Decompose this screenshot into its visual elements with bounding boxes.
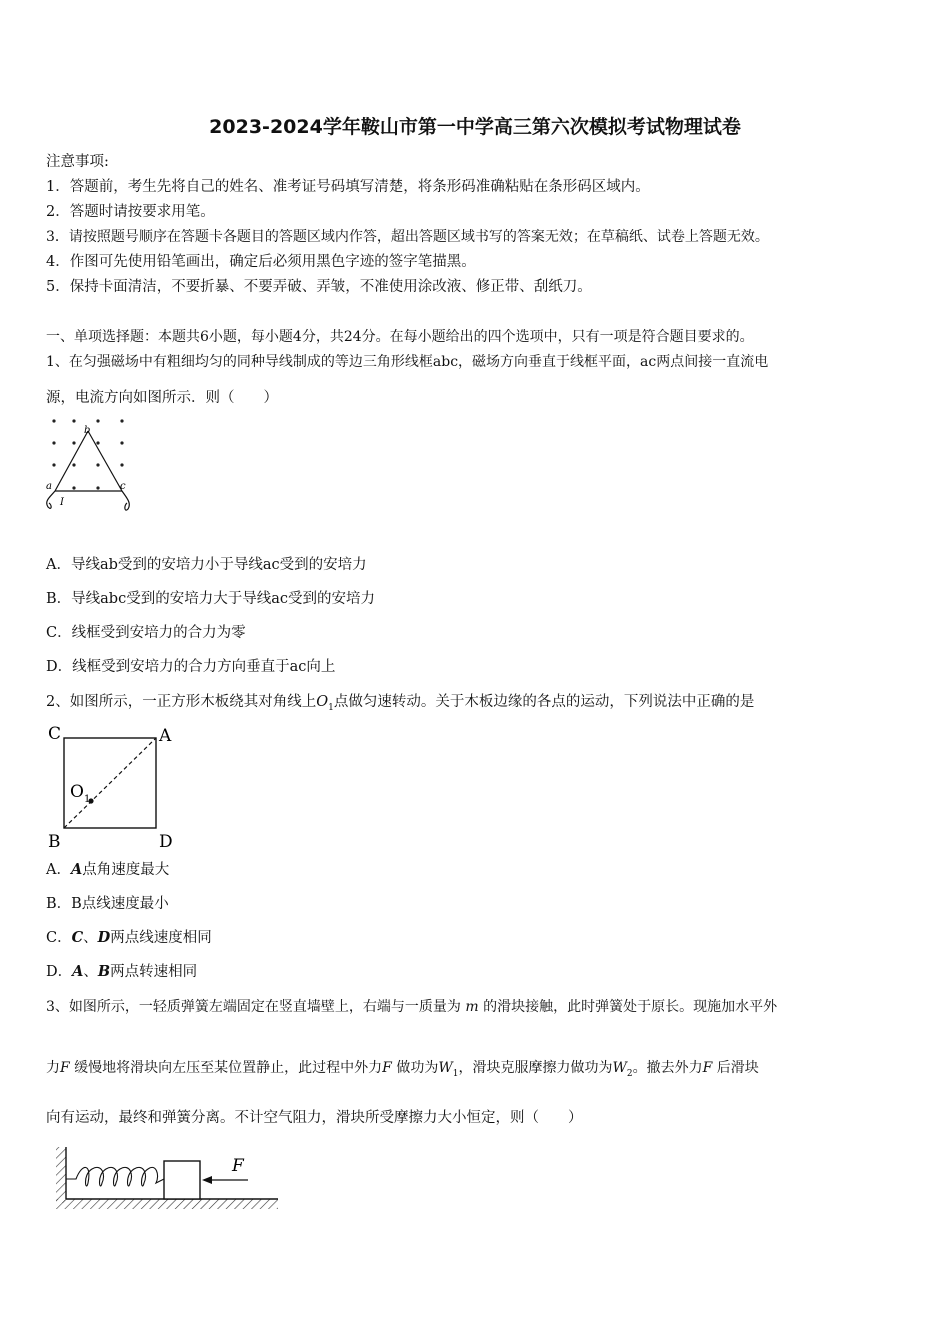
q3-stem-line3: 向有运动，最终和弹簧分离。不计空气阻力，滑块所受摩擦力大小恒定，则（ ） xyxy=(46,1110,583,1126)
q3-text: 。撤去外力 xyxy=(632,1060,703,1076)
pivot-o-subscript: 1 xyxy=(84,794,91,805)
corner-b-label: B xyxy=(48,832,61,850)
q1-option-a: A．导线ab受到的安培力小于导线ac受到的安培力 xyxy=(46,557,367,573)
notice-item: 1．答题前，考生先将自己的姓名、准考证号码填写清楚，将条形码准确粘贴在条形码区域内。 xyxy=(46,179,650,195)
q3-stem-line1 xyxy=(46,997,777,1017)
force-f-label: F xyxy=(232,1156,244,1176)
q3-text: ，滑块克服摩擦力做功为 xyxy=(458,1060,613,1076)
q2-point-o-subscript: 1 xyxy=(328,702,334,713)
option-text: 点角速度最大 xyxy=(82,862,170,878)
option-var: A xyxy=(72,963,84,980)
option-sep: 、 xyxy=(83,930,98,946)
mass-symbol: m xyxy=(465,999,479,1015)
q3-stem-line2 xyxy=(46,1058,759,1084)
q3-text: 力 xyxy=(46,1060,60,1076)
notice-item: 4．作图可先使用铅笔画出，确定后必须用黑色字迹的签字笔描黑。 xyxy=(46,254,476,270)
q2-option-d xyxy=(46,962,197,982)
corner-a-label: A xyxy=(159,726,172,746)
q3-text: 做功为 xyxy=(396,1060,439,1076)
q2-stem-pre: 2、如图所示，一正方形木板绕其对角线上 xyxy=(46,694,317,710)
corner-c-label: C xyxy=(48,724,62,744)
q2-square-figure xyxy=(44,722,184,850)
vertex-a-label: a xyxy=(46,481,52,492)
option-sep: 、 xyxy=(83,964,98,980)
notice-item: 3．请按照题号顺序在答题卡各题目的答题区域内作答，超出答题区域书写的答案无效；在草稿纸、试卷上答题无效。 xyxy=(46,229,769,245)
notice-item: 5．保持卡面清洁，不要折暴、不要弄破、弄皱，不准使用涂改液、修正带、刮纸刀。 xyxy=(46,279,592,295)
q3-text: 后滑块 xyxy=(716,1060,759,1076)
option-prefix: C． xyxy=(46,930,72,946)
current-label: I xyxy=(60,497,64,508)
q1-option-c: C．线框受到安培力的合力为零 xyxy=(46,625,246,641)
q3-text: 3、如图所示，一轻质弹簧左端固定在竖直墙壁上，右端与一质量为 xyxy=(46,999,461,1015)
q2-stem-post: 点做匀速转动。关于木板边缘的各点的运动，下列说法中正确的是 xyxy=(333,694,755,710)
q2-point-o: O xyxy=(316,694,329,710)
q1-option-d: D．线框受到安培力的合力方向垂直于ac向上 xyxy=(46,659,336,675)
vertex-c-label: c xyxy=(120,481,126,492)
q3-text: 缓慢地将滑块向左压至某位置静止，此过程中外力 xyxy=(74,1060,383,1076)
option-var: D xyxy=(97,929,111,946)
work-subscript: 2 xyxy=(626,1068,633,1079)
q2-stem xyxy=(46,692,754,718)
q3-text: 的滑块接触，此时弹簧处于原长。现施加水平外 xyxy=(483,999,778,1015)
pivot-o-label: O xyxy=(70,782,84,802)
work-symbol: W xyxy=(612,1060,627,1076)
q2-option-a xyxy=(46,860,169,880)
option-prefix: A． xyxy=(46,862,71,878)
option-var: A xyxy=(70,861,83,878)
option-text: 两点转速相同 xyxy=(110,964,198,980)
force-symbol: F xyxy=(702,1060,713,1076)
vertex-b-label: b xyxy=(84,425,91,436)
force-symbol: F xyxy=(382,1060,392,1076)
force-symbol: F xyxy=(60,1060,70,1076)
notice-heading: 注意事项: xyxy=(46,154,109,170)
page-title: 2023-2024学年鞍山市第一中学高三第六次模拟考试物理试卷 xyxy=(209,116,741,138)
q3-spring-figure xyxy=(52,1145,284,1215)
work-subscript: 1 xyxy=(452,1068,459,1079)
option-prefix: D． xyxy=(46,964,73,980)
option-text: B．B点线速度最小 xyxy=(46,896,169,912)
q2-option-b xyxy=(46,894,169,914)
work-symbol: W xyxy=(438,1060,453,1076)
q1-stem-line2: 源，电流方向如图所示．则（ ） xyxy=(46,390,278,406)
notice-item: 2．答题时请按要求用笔。 xyxy=(46,204,215,220)
corner-d-label: D xyxy=(159,832,173,850)
section-heading: 一、单项选择题：本题共6小题，每小题4分，共24分。在每小题给出的四个选项中，只有一项是符合题目要求的。 xyxy=(46,329,754,345)
q1-stem-line1: 1、在匀强磁场中有粗细均匀的同种导线制成的等边三角形线框abc，磁场方向垂直于线框平面，ac两点间接一直流电 xyxy=(46,354,769,370)
q2-option-c xyxy=(46,928,212,948)
option-var: C xyxy=(71,929,84,946)
option-var: B xyxy=(97,963,111,980)
q1-triangle-figure xyxy=(40,415,140,515)
option-text: 两点线速度相同 xyxy=(110,930,212,946)
q1-option-b: B．导线abc受到的安培力大于导线ac受到的安培力 xyxy=(46,591,375,607)
